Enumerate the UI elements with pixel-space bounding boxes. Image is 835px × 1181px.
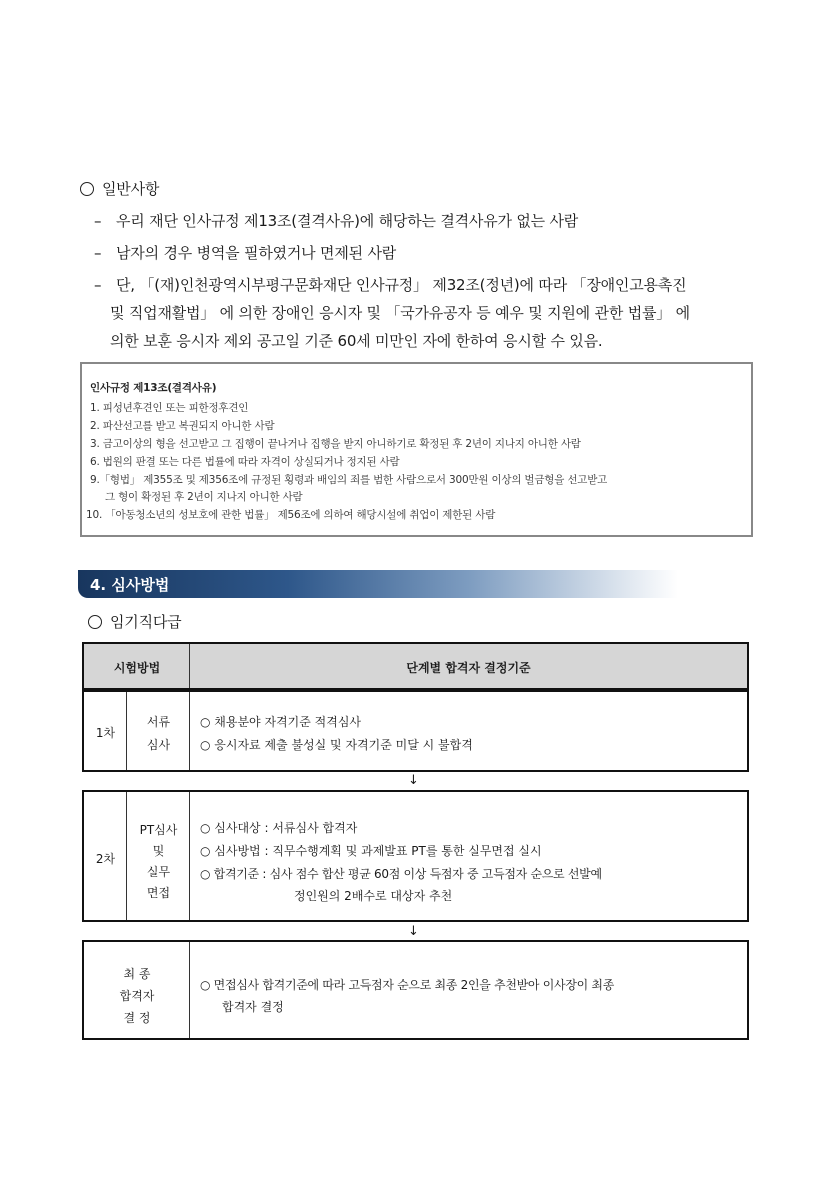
stage2-row — [82, 790, 749, 922]
stage1-criteria: ○ 응시자료 제출 불성실 및 자격기준 미달 시 불합격 — [200, 738, 473, 752]
header-method: 시험방법 — [113, 661, 161, 675]
stage1-name: 심사 — [146, 738, 171, 752]
final-row — [82, 940, 749, 1040]
stage2-no: 2차 — [95, 852, 116, 866]
general-item-1: – 우리 재단 인사규정 제13조(결격사유)에 해당하는 결격사유가 없는 사람 — [94, 212, 579, 230]
general-item-3-cont-2: 의한 보훈 응시자 제외 공고일 기준 60세 미만인 자에 한하여 응시할 수 있음. — [110, 332, 603, 350]
note-line: 9.「형법」 제355조 및 제356조에 규정된 횡령과 배임의 죄를 범한 사람으로서 300만원 이상의 벌금형을 선고받고 — [90, 474, 608, 486]
stage1-criteria: ○ 채용분야 자격기준 적격심사 — [200, 715, 362, 729]
note-line: 1. 피성년후견인 또는 피한정후견인 — [90, 402, 249, 414]
note-line: 2. 파산선고를 받고 복권되지 아니한 사람 — [90, 420, 275, 432]
stage2-criteria: ○ 심사대상 : 서류심사 합격자 — [200, 821, 358, 835]
final-criteria: ○ 면접심사 합격기준에 따라 고득점자 순으로 최종 2인을 추천받아 이사장이 최종 — [200, 978, 614, 992]
stage1-name-cell — [127, 692, 190, 770]
stage2-name: 실무 — [146, 865, 171, 879]
stage2-name: 및 — [152, 844, 165, 858]
note-line: 3. 금고이상의 형을 선고받고 그 집행이 끝나거나 집행을 받지 아니하기로 확정된 후 2년이 지나지 아니한 사람 — [90, 438, 581, 450]
final-name: 결 정 — [123, 1011, 151, 1025]
stage1-row — [82, 690, 749, 772]
note-line: 6. 법원의 판결 또는 다른 법률에 따라 자격이 상실되거나 정지된 사람 — [90, 456, 400, 468]
stage2-name: PT심사 — [139, 823, 178, 837]
section-subheading: 임기직다급 — [88, 611, 181, 632]
general-item-3: – 단, 「(재)인천광역시부평구문화재단 인사규정」 제32조(정년)에 따라 「장애인고용촉진 — [94, 276, 687, 294]
final-name: 합격자 — [119, 989, 155, 1003]
stage1-name: 서류 — [146, 715, 171, 729]
general-heading: 일반사항 — [80, 178, 159, 199]
stage2-criteria: 정인원의 2배수로 대상자 추천 — [294, 889, 453, 903]
circle-bullet-icon — [80, 182, 94, 196]
header-criteria: 단계별 합격자 결정기준 — [406, 661, 531, 675]
final-name: 최 종 — [123, 967, 151, 981]
stage2-criteria: ○ 합격기준 : 심사 점수 합산 평균 60점 이상 득점자 중 고득점자 순으로 선발예 — [200, 867, 602, 881]
circle-bullet-icon — [88, 615, 102, 629]
general-item-2: – 남자의 경우 병역을 필하였거나 면제된 사람 — [94, 244, 397, 262]
section-title: 4. 심사방법 — [90, 576, 170, 594]
stage1-no: 1차 — [95, 726, 116, 740]
general-item-3-cont-1: 및 직업재활법」 에 의한 장애인 응시자 및 「국가유공자 등 예우 및 지원에 관한 법률」 에 — [110, 304, 690, 322]
note-title: 인사규정 제13조(결격사유) — [90, 382, 217, 394]
table-header — [82, 642, 749, 690]
final-criteria: 합격자 결정 — [222, 1000, 284, 1014]
note-line: 그 형이 확정된 후 2년이 지나지 아니한 사람 — [105, 491, 303, 503]
stage2-criteria: ○ 심사방법 : 직무수행계획 및 과제발표 PT를 통한 실무면접 실시 — [200, 844, 542, 858]
down-arrow-icon: ↓ — [408, 924, 419, 939]
down-arrow-icon: ↓ — [408, 773, 419, 788]
stage2-name: 면접 — [146, 886, 171, 900]
note-line: 10. 「아동청소년의 성보호에 관한 법률」 제56조에 의하여 해당시설에 취업이 제한된 사람 — [86, 509, 496, 521]
